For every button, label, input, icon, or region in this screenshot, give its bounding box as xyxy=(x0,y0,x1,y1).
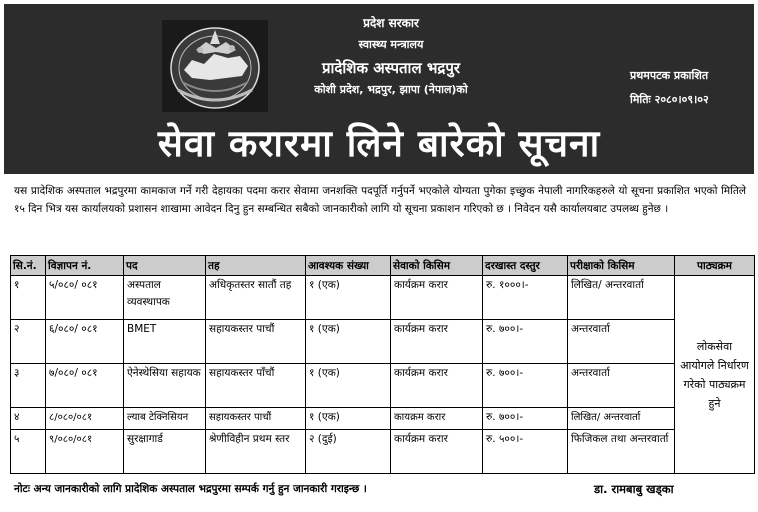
footer-note: नोटः अन्य जानकारीको लागि प्रादेशिक अस्पताल भद्रपुरमा सम्पर्क गर्नु हुन जानकारी गराइन्छ । xyxy=(14,483,367,495)
cell-post: BMET xyxy=(124,320,206,364)
col-header-exam: परीक्षाको किसिम xyxy=(568,256,675,276)
cell-exam: अन्तरवार्ता xyxy=(568,364,675,408)
cell-post: अस्पताल व्यवस्थापक xyxy=(124,276,206,320)
header-address: कोशी प्रदेश, भद्रपुर, झापा (नेपाल)को xyxy=(314,83,468,96)
col-header-service: सेवाको किसिम xyxy=(391,256,483,276)
cell-advertisement: ५/०८०/ ०८१ xyxy=(46,276,124,320)
vacancy-table xyxy=(10,255,755,474)
header-ministry: स्वास्थ्य मन्त्रालय xyxy=(358,38,424,51)
cell-fee: रु. ७००।- xyxy=(483,408,568,430)
header-band xyxy=(4,4,754,174)
header-government: प्रदेश सरकार xyxy=(363,16,419,30)
cell-level: सहायकस्तर पाँचौं xyxy=(206,364,306,408)
cell-count: २ (दुई) xyxy=(306,430,391,474)
cell-exam: फिजिकल तथा अन्तरवार्ता xyxy=(568,430,675,474)
table-row xyxy=(11,430,755,474)
signatory-name: डा. रामबाबु खड्का xyxy=(594,482,674,496)
cell-sn: ४ xyxy=(11,408,46,430)
cell-level: सहायकस्तर पाचौं xyxy=(206,408,306,430)
col-header-level: तह xyxy=(206,256,306,276)
cell-count: १ (एक) xyxy=(306,364,391,408)
cell-level: श्रेणीविहीन प्रथम स्तर xyxy=(206,430,306,474)
publication-date: मितिः २०८०।०९।०२ xyxy=(630,93,709,106)
cell-advertisement: ६/०८०/ ०८१ xyxy=(46,320,124,364)
cell-post: ऐनेस्थेसिया सहायक xyxy=(124,364,206,408)
col-header-advertisement: विज्ञापन नं. xyxy=(46,256,124,276)
cell-count: १ (एक) xyxy=(306,276,391,320)
cell-count: १ (एक) xyxy=(306,320,391,364)
cell-service: कायक्रम करार xyxy=(391,408,483,430)
cell-fee: रु. १०००।- xyxy=(483,276,568,320)
col-header-syllabus: पाठ्यक्रम xyxy=(675,256,755,276)
cell-fee: रु. ७००।- xyxy=(483,364,568,408)
cell-post: ल्याब टेक्निसियन xyxy=(124,408,206,430)
table-header-row xyxy=(11,256,755,276)
cell-count: १ (एक) xyxy=(306,408,391,430)
cell-advertisement: ९/०८०/०८१ xyxy=(46,430,124,474)
cell-fee: रु. ७००।- xyxy=(483,320,568,364)
col-header-fee: दरखास्त दस्तुर xyxy=(483,256,568,276)
notice-title: सेवा करारमा लिने बारेको सूचना xyxy=(157,122,601,165)
cell-exam: लिखित/ अन्तरवार्ता xyxy=(568,276,675,320)
cell-syllabus: लोकसेवा आयोगले निर्धारण गरेको पाठ्यक्रम हुने xyxy=(675,276,755,474)
cell-fee: रु. ५००।- xyxy=(483,430,568,474)
cell-exam: लिखित/ अन्तरवार्ता xyxy=(568,408,675,430)
cell-exam: अन्तरवार्ता xyxy=(568,320,675,364)
publication-status: प्रथमपटक प्रकाशित xyxy=(630,69,709,82)
cell-service: कार्यक्रम करार xyxy=(391,364,483,408)
table-row xyxy=(11,364,755,408)
cell-service: कार्यक्रम करार xyxy=(391,430,483,474)
cell-level: सहायकस्तर पाचौं xyxy=(206,320,306,364)
table-row xyxy=(11,276,755,320)
cell-advertisement: ७/०८०/ ०८१ xyxy=(46,364,124,408)
cell-advertisement: ८/०८०/०८१ xyxy=(46,408,124,430)
header-hospital-name: प्रादेशिक अस्पताल भद्रपुर xyxy=(321,59,461,77)
cell-post: सुरक्षागार्ड xyxy=(124,430,206,474)
table-row xyxy=(11,408,755,430)
cell-sn: ३ xyxy=(11,364,46,408)
cell-service: कार्यक्रम करार xyxy=(391,320,483,364)
col-header-sn: सि.नं. xyxy=(11,256,46,276)
intro-paragraph: यस प्रादेशिक अस्पताल भद्रपुरमा कामकाज गर्ने गरी देहायका पदमा करार सेवामा जनशक्ति पदपूर्ति गर्नुपर्ने भएकोले योग्यता पुगेका इच्छुक नेपाली नागरिकहरुले यो सूचना प्रकाशित भएको मितिले १५ दिन भित्र यस कार्यालयको प्रशासन शाखामा आवेदन दिनु हुन सम्बन्धित सबैको जानकारीको लागि यो सूचना प्रकाशन गरिएको छ । निवेदन यसै कार्यालयबाट उपलब्ध हुनेछ । xyxy=(14,185,746,215)
cell-sn: ५ xyxy=(11,430,46,474)
col-header-count: आवश्यक संख्या xyxy=(306,256,391,276)
col-header-post: पद xyxy=(124,256,206,276)
cell-service: कार्यक्रम करार xyxy=(391,276,483,320)
cell-level: अधिकृतस्तर सातौं तह xyxy=(206,276,306,320)
cell-sn: १ xyxy=(11,276,46,320)
table-row xyxy=(11,320,755,364)
nepal-government-emblem-icon xyxy=(162,20,268,112)
cell-sn: २ xyxy=(11,320,46,364)
